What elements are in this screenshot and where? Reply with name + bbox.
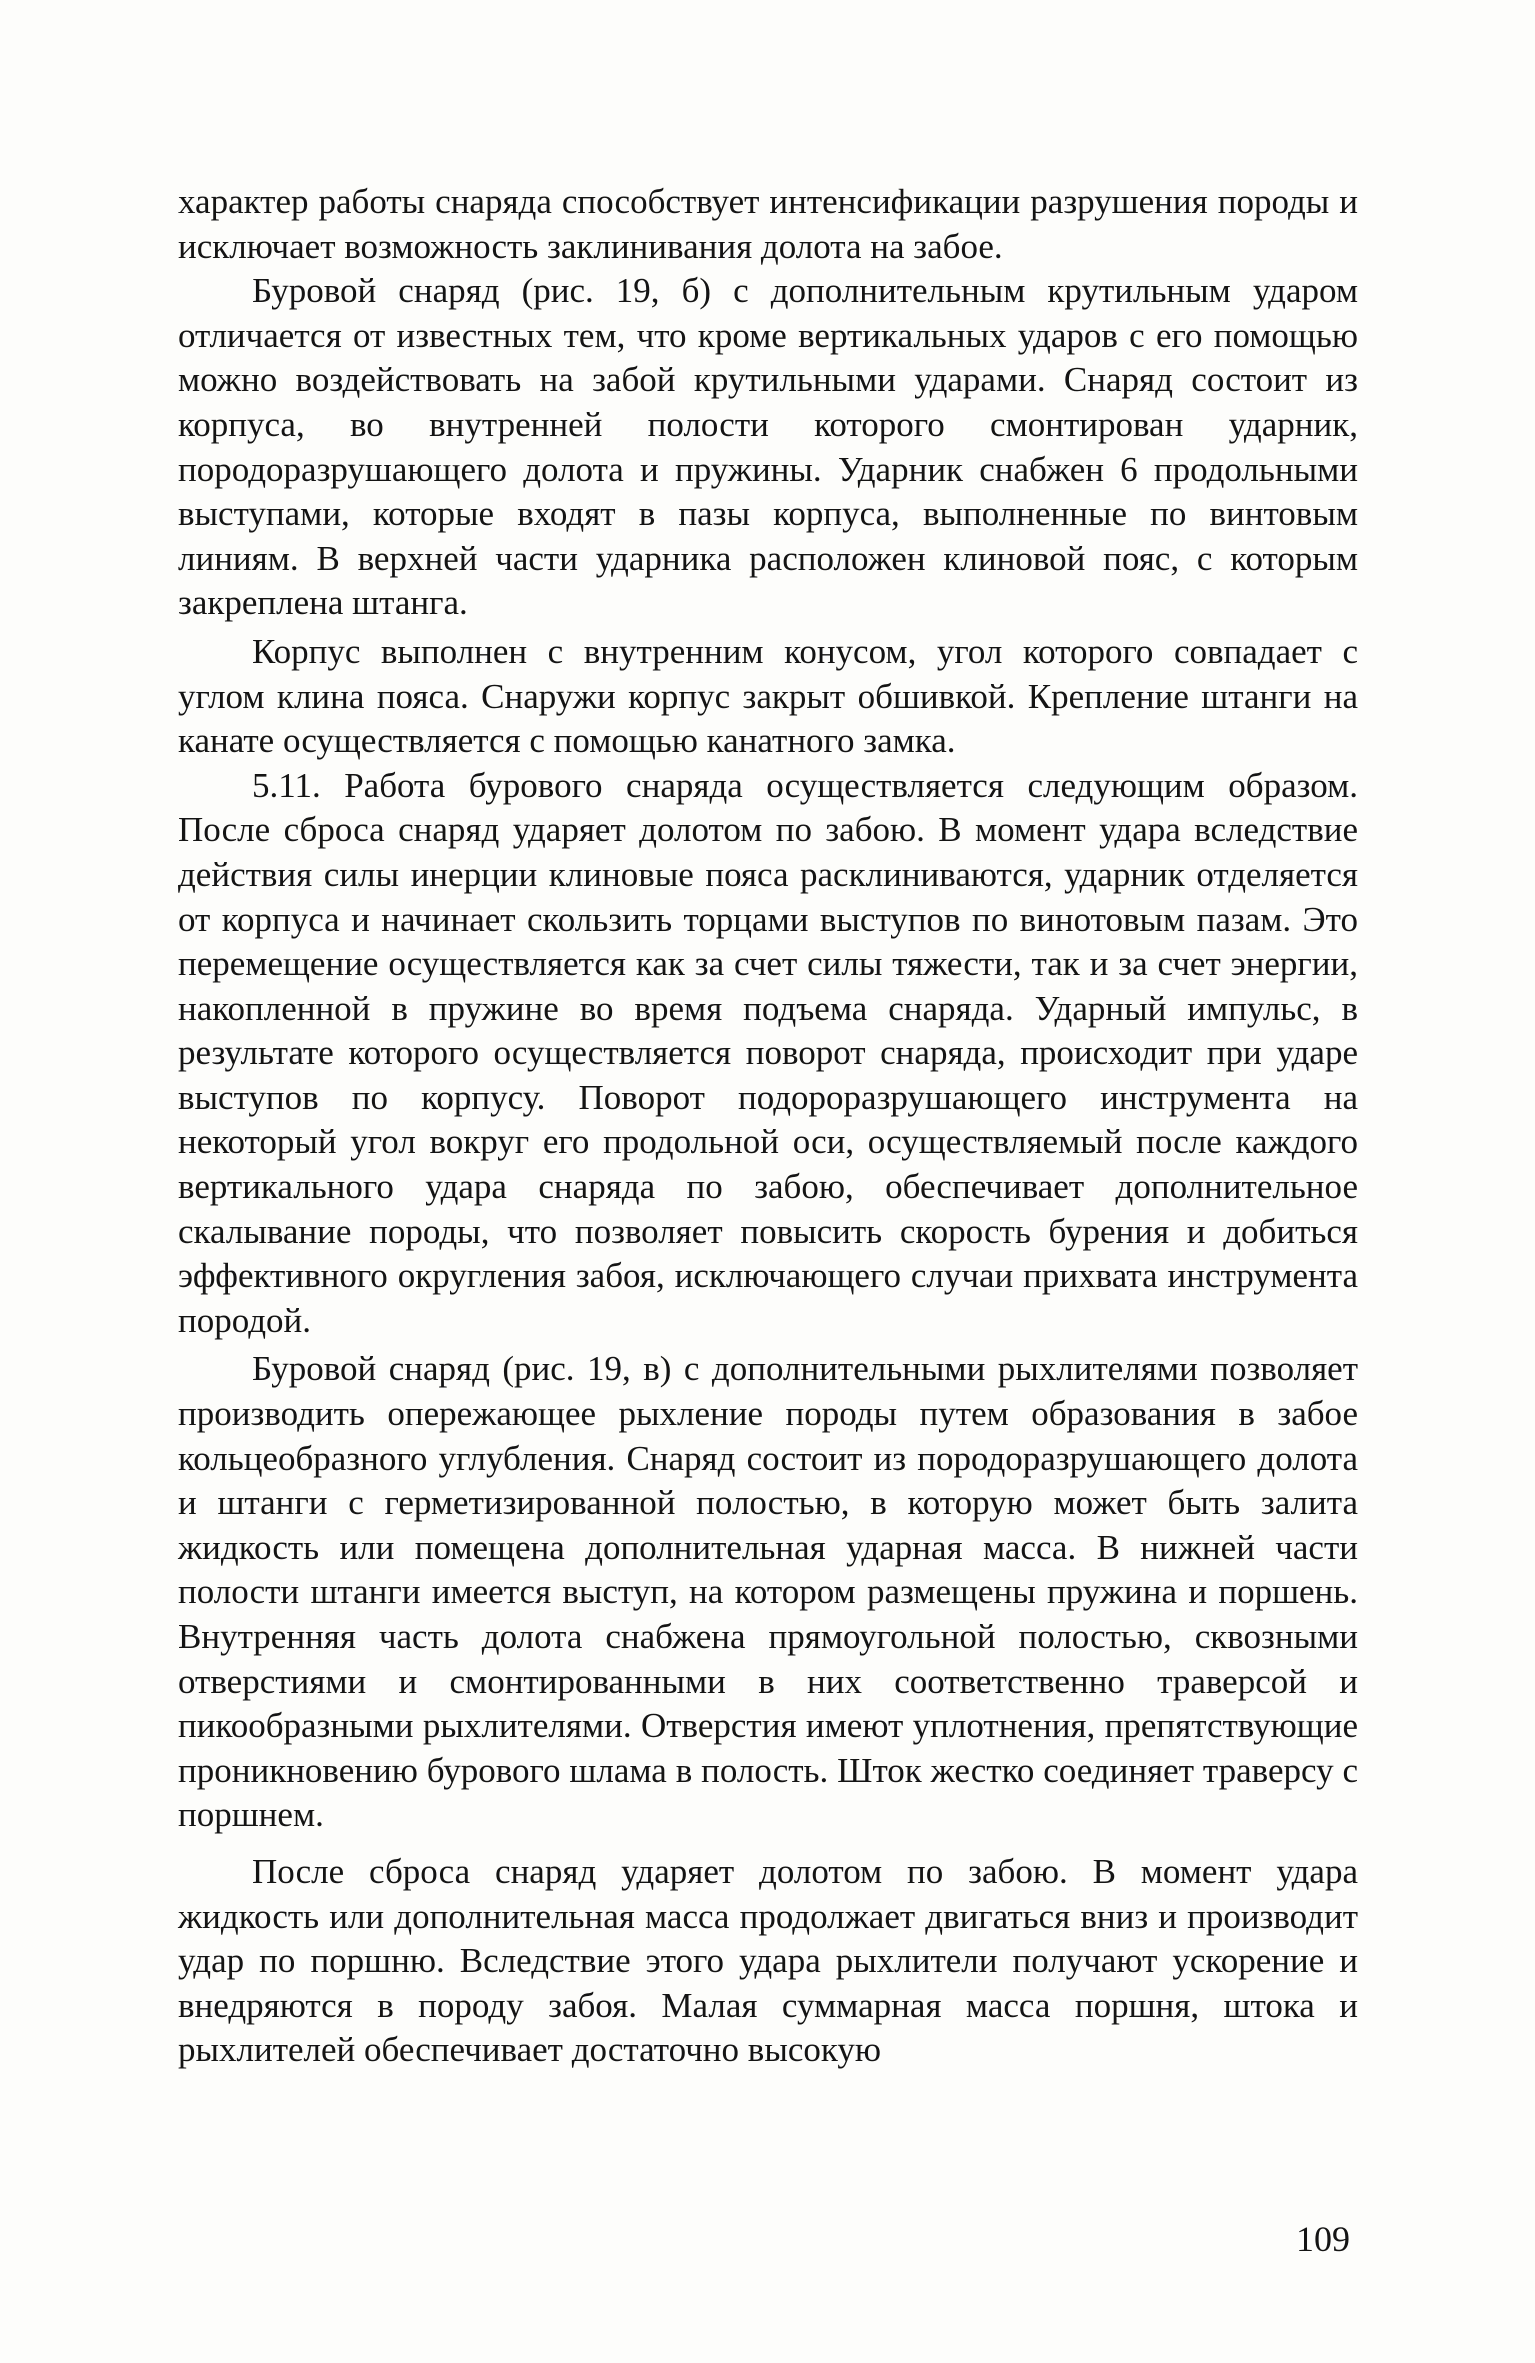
paragraph-3: Корпус выполнен с внутренним конусом, угол которого совпадает с углом клина пояса. Снаружи корпус закрыт обшивкой. Крепление штанги на канате осуществляется с помощью канатного замка. [178, 631, 1358, 761]
paragraph-5: Буровой снаряд (рис. 19, в) с дополнительными рыхлителями позволяет производить опережающее рыхление породы путем образования в забое кольцеобразного углубления. Снаряд состоит из породоразрушающего долота и штанги с герметизированной полостью, в которую может быть залита жидкость или помещена дополнительная ударная масса. В нижней части полости штанги имеется выступ, на котором размещены пружина и поршень. Внутренняя часть долота снабжена прямоугольной полостью, сквозными отверстиями и смонтированными в них соответственно траверсой и пикообразными рыхлителями. Отверстия имеют уплотнения, препятствующие проникновению бурового шлама в полость. Шток жестко соединяет траверсу с поршнем. [178, 1349, 1358, 1835]
page-number: 109 [1296, 2219, 1350, 2259]
paragraph-2: Буровой снаряд (рис. 19, б) с дополнительным крутильным ударом отличается от известных тем, что кроме вертикальных ударов с его помощью можно воздействовать на забой крутильными ударами. Снаряд состоит из корпуса, во внутренней полости которого смонтирован ударник, породоразрушающего долота и пружины. Ударник снабжен 6 продольными выступами, которые входят в пазы корпуса, выполненные по винтовым линиям. В верхней части ударника расположен клиновой пояс, с которым закреплена штанга. [178, 271, 1358, 623]
paragraph-1: характер работы снаряда способствует интенсификации разрушения породы и исключает возможность заклинивания долота на забое. [178, 182, 1358, 266]
body-text [178, 180, 1358, 2073]
paragraph-6: После сброса снаряд ударяет долотом по забою. В момент удара жидкость или дополнительная масса продолжает двигаться вниз и производит удар по поршню. Вследствие этого удара рыхлители получают ускорение и внедряются в породу забоя. Малая суммарная масса поршня, штока и рыхлителей обеспечивает достаточно высокую [178, 1851, 1358, 2070]
paragraph-4: 5.11. Работа бурового снаряда осуществляется следующим образом. После сброса снаряд ударяет долотом по забою. В момент удара вследствие действия силы инерции клиновые пояса расклиниваются, ударник отделяется от корпуса и начинает скользить торцами выступов по винотовым пазам. Это перемещение осуществляется как за счет силы тяжести, так и за счет энергии, накопленной в пружине во время подъема снаряда. Ударный импульс, в результате которого осуществляется поворот снаряда, происходит при ударе выступов по корпусу. Поворот подороразрушающего инструмента на некоторый угол вокруг его продольной оси, осуществляемый после каждого вертикального удара снаряда по забою, обеспечивает дополнительное скалывание породы, что позволяет повысить скорость бурения и добиться эффективного округления забоя, исключающего случаи прихвата инструмента породой. [178, 765, 1358, 1340]
